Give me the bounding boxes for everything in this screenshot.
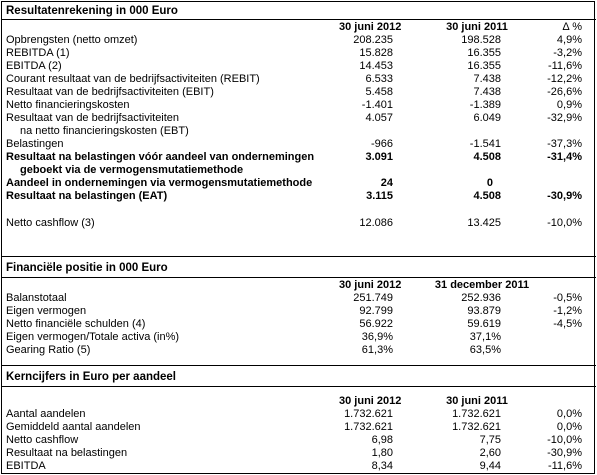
row-value-2: 63,5% bbox=[469, 344, 501, 356]
table-row bbox=[2, 331, 596, 344]
table-row bbox=[2, 292, 596, 305]
table-row bbox=[2, 73, 596, 86]
row-delta: -11,6% bbox=[547, 60, 582, 72]
table-row bbox=[2, 34, 596, 47]
col-header-1: 30 juni 2012 bbox=[339, 279, 402, 291]
col-header-1: 30 juni 2012 bbox=[339, 21, 402, 33]
table-row bbox=[2, 190, 596, 203]
column-header-row bbox=[2, 21, 596, 34]
row-label-continued: na netto financieringskosten (EBT) bbox=[20, 125, 189, 137]
section-title-financial-position: Financiële positie in 000 Euro bbox=[6, 262, 168, 274]
table-row bbox=[2, 47, 596, 60]
row-value-2: 4.508 bbox=[473, 151, 501, 163]
row-label: Eigen vermogen/Totale activa (in%) bbox=[6, 331, 180, 343]
table-row-continuation bbox=[2, 125, 596, 138]
divider bbox=[2, 19, 596, 20]
section-title-income: Resultatenrekening in 000 Euro bbox=[6, 5, 178, 17]
row-value-1: 8,34 bbox=[371, 460, 393, 472]
row-value-2: 1.732.621 bbox=[452, 408, 501, 420]
row-delta: -11,6% bbox=[547, 460, 582, 472]
row-value-1: 208.235 bbox=[353, 34, 393, 46]
row-value-1: 1.732.621 bbox=[344, 408, 393, 420]
row-delta: -30,9% bbox=[547, 190, 582, 202]
table-row bbox=[2, 344, 596, 357]
row-value-2: 16.355 bbox=[467, 47, 501, 59]
row-value-2: 6.049 bbox=[473, 112, 501, 124]
table-row bbox=[2, 112, 596, 125]
row-value-1: 15.828 bbox=[359, 47, 393, 59]
row-value-1: 3.115 bbox=[366, 190, 393, 202]
table-row bbox=[2, 447, 596, 460]
row-label: Resultaat na belastingen (EAT) bbox=[6, 190, 168, 202]
row-value-2: -1.541 bbox=[469, 138, 501, 150]
row-value-2: 7,75 bbox=[479, 434, 501, 446]
row-value-2: 198.528 bbox=[461, 34, 501, 46]
row-delta: -10,0% bbox=[547, 434, 582, 446]
row-delta: -37,3% bbox=[547, 138, 582, 150]
row-value-1: 36,9% bbox=[361, 331, 393, 343]
column-header-row bbox=[2, 279, 596, 292]
table-row bbox=[2, 99, 596, 112]
row-label: Belastingen bbox=[6, 138, 64, 150]
row-delta: 0,9% bbox=[556, 99, 582, 111]
row-delta: -12,2% bbox=[547, 73, 582, 85]
col-header-2: 31 december 2011 bbox=[434, 279, 530, 291]
row-label: Gemiddeld aantal aandelen bbox=[6, 421, 141, 433]
row-label: Opbrengsten (netto omzet) bbox=[6, 34, 138, 46]
divider bbox=[2, 386, 596, 387]
row-value-2: 2,60 bbox=[479, 447, 501, 459]
row-value-1: 6.533 bbox=[365, 73, 393, 85]
table-row bbox=[2, 318, 596, 331]
table-row bbox=[2, 86, 596, 99]
row-label: Netto cashflow bbox=[6, 434, 79, 446]
table-row bbox=[2, 151, 596, 164]
row-delta: 4,9% bbox=[556, 34, 582, 46]
row-value-2: 93.879 bbox=[467, 305, 501, 317]
row-value-1: 12.086 bbox=[359, 217, 393, 229]
table-row bbox=[2, 138, 596, 151]
row-delta: -31,4% bbox=[547, 151, 582, 163]
row-label: Resultaat na belastingen vóór aandeel van ondernemingen bbox=[6, 151, 315, 163]
row-label: Resultaat van de bedrijfsactiviteiten (EBIT) bbox=[6, 86, 214, 98]
row-label: Netto financiële schulden (4) bbox=[6, 318, 146, 330]
row-value-2: 9,44 bbox=[479, 460, 501, 472]
table-row-continuation bbox=[2, 164, 596, 177]
table-row bbox=[2, 460, 596, 473]
row-label: Gearing Ratio (5) bbox=[6, 344, 91, 356]
row-label: REBITDA (1) bbox=[6, 47, 70, 59]
row-value-2: 7.438 bbox=[473, 86, 501, 98]
row-label: Netto financieringskosten bbox=[6, 99, 130, 111]
row-delta: -32,9% bbox=[547, 112, 582, 124]
row-value-2: 1.732.621 bbox=[452, 421, 501, 433]
table-row bbox=[2, 434, 596, 447]
divider bbox=[2, 365, 596, 366]
row-label: Aandeel in ondernemingen via vermogensmutatiemethode bbox=[6, 177, 313, 189]
row-value-2: 0 bbox=[486, 177, 493, 189]
row-label: Courant resultaat van de bedrijfsactiviteiten (REBIT) bbox=[6, 73, 260, 85]
row-label: Eigen vermogen bbox=[6, 305, 87, 317]
row-label: EBITDA (2) bbox=[6, 60, 62, 72]
table-row bbox=[2, 305, 596, 318]
row-label: Netto cashflow (3) bbox=[6, 217, 95, 229]
row-delta: -4,5% bbox=[553, 318, 582, 330]
row-value-2: 7.438 bbox=[473, 73, 501, 85]
row-value-2: 252.936 bbox=[461, 292, 501, 304]
table-row bbox=[2, 177, 596, 190]
row-value-1: 24 bbox=[380, 177, 393, 189]
row-label: EBITDA bbox=[6, 460, 46, 472]
row-delta: 0,0% bbox=[556, 421, 582, 433]
row-label: Resultaat van de bedrijfsactiviteiten bbox=[6, 112, 180, 124]
col-header-2: 30 juni 2011 bbox=[446, 21, 508, 33]
row-value-2: 59.619 bbox=[467, 318, 501, 330]
row-value-2: 37,1% bbox=[469, 331, 501, 343]
row-label: Resultaat na belastingen bbox=[6, 447, 128, 459]
row-label: Aantal aandelen bbox=[6, 408, 86, 420]
row-value-1: 5.458 bbox=[365, 86, 393, 98]
row-value-1: 6,98 bbox=[371, 434, 393, 446]
table-row bbox=[2, 408, 596, 421]
row-delta: 0,0% bbox=[556, 408, 582, 420]
row-label-continued: geboekt via de vermogensmutatiemethode bbox=[20, 164, 244, 176]
divider bbox=[2, 256, 596, 257]
row-label: Balanstotaal bbox=[6, 292, 67, 304]
row-value-1: 61,3% bbox=[361, 344, 393, 356]
row-value-1: -966 bbox=[370, 138, 393, 150]
col-header-delta: Δ % bbox=[562, 21, 582, 33]
row-delta: -3,2% bbox=[553, 47, 582, 59]
row-value-1: 3.091 bbox=[365, 151, 393, 163]
table-row bbox=[2, 60, 596, 73]
section-title-per-share: Kerncijfers in Euro per aandeel bbox=[6, 371, 177, 383]
row-value-2: 4.508 bbox=[473, 190, 501, 202]
row-value-2: 13.425 bbox=[467, 217, 501, 229]
row-value-1: 1,80 bbox=[371, 447, 393, 459]
row-value-1: 1.732.621 bbox=[344, 421, 393, 433]
row-delta: -0,5% bbox=[553, 292, 582, 304]
row-value-1: 251.749 bbox=[353, 292, 393, 304]
row-value-1: 56.922 bbox=[359, 318, 393, 330]
row-value-1: 4.057 bbox=[365, 112, 393, 124]
col-header-1: 30 juni 2012 bbox=[339, 395, 402, 407]
divider bbox=[2, 277, 596, 278]
row-value-2: 16.355 bbox=[467, 60, 501, 72]
row-value-2: -1.389 bbox=[469, 99, 501, 111]
table-row bbox=[2, 421, 596, 434]
row-value-1: -1.401 bbox=[361, 99, 393, 111]
col-header-2: 30 juni 2011 bbox=[446, 395, 508, 407]
row-delta: -10,0% bbox=[547, 217, 582, 229]
financial-table bbox=[1, 1, 595, 474]
row-delta: -30,9% bbox=[547, 447, 582, 459]
row-value-1: 92.799 bbox=[359, 305, 393, 317]
row-delta: -26,6% bbox=[547, 86, 582, 98]
row-delta: -1,2% bbox=[553, 305, 582, 317]
table-row bbox=[2, 217, 596, 230]
row-value-1: 14.453 bbox=[359, 60, 393, 72]
column-header-row bbox=[2, 395, 596, 408]
